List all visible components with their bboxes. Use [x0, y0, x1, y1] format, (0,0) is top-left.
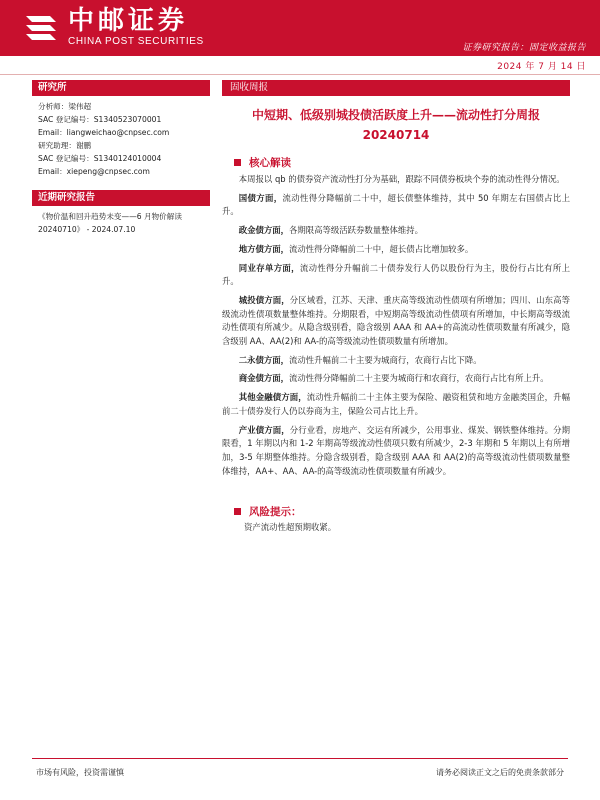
- header-banner: [0, 0, 600, 56]
- bullet-square-icon: [234, 159, 241, 166]
- footer-disclaimer-left: 市场有风险，投资需谨慎: [36, 768, 124, 777]
- summary-paragraph: 政金债方面，各期限高等级活跃券数量整体维持。: [238, 225, 424, 236]
- report-tag: 固收周报: [222, 80, 570, 96]
- risk-text: 资产流动性超预期收紧。: [244, 522, 337, 533]
- summary-paragraph: 城投债方面，分区域看，江苏、天津、重庆高等级流动性债项有所增加；四川、山东高等级流动性债项数量整体维持。分期限看，中短期高等级流动性债项有所增加，中长期高等级流动性债项有所减少。从隐含级别看，隐含级别 AAA 和 AA+的高流动性债项数量有所减少，隐含级别 AA、AA(2)和 AA-的高等级流动性债项数量有所增加。: [222, 294, 571, 347]
- main-content: [222, 80, 570, 535]
- summary-paragraph: 地方债方面，流动性得分降幅前二十中，超长债占比增加较多。: [238, 243, 474, 254]
- report-title: 中短期、低级别城投债活跃度上升——流动性打分周报 20240714: [251, 108, 540, 142]
- analyst-sac: SAC 登记编号：S1340523070001: [38, 115, 162, 124]
- summary-paragraph: 商金债方面，流动性得分降幅前二十主要为城商行和农商行，农商行占比有所上升。: [238, 373, 549, 384]
- analyst-info: [32, 96, 210, 184]
- brand-name-en: CHINA POST SECURITIES: [68, 36, 204, 47]
- brand-name-cn: 中邮证券: [68, 6, 189, 36]
- research-heading: 研究所: [32, 80, 210, 96]
- assistant-name: 研究助理：谢鹏: [38, 141, 92, 150]
- assistant-sac: SAC 登记编号：S1340124010004: [38, 154, 162, 163]
- footer: [32, 758, 568, 777]
- summary-paragraph: 产业债方面，分行业看，房地产、交运有所减少，公用事业、煤炭、钢铁整体维持。分期限看，1 年期以内和 1-2 年期高等级流动性债项只数有所减少，2-3 年期和 5 年期以上有所增加，3-5 年期整体维持。分隐含级别看，隐含级别 AAA 和 AA(2)的高等级流动性债项数量整体维持，AA+、AA、AA-的高等级流动性债项数量有所减少。: [222, 424, 571, 476]
- china-post-logo-icon: [20, 6, 62, 48]
- report-type: 证券研究报告：固定收益报告: [462, 43, 586, 53]
- summary-paragraph: 同业存单方面，流动性得分升幅前二十债券发行人仍以股份行为主，股份行占比有所上升。: [222, 262, 571, 287]
- summary-paragraph: 本周报以 qb 的债券资产流动性打分为基础，跟踪不同债券板块个券的流动性得分情况。: [238, 174, 565, 184]
- report-date: 2024 年 7 月 14 日: [497, 62, 586, 72]
- summary-heading: [222, 155, 570, 170]
- summary-paragraph: 二永债方面，流动性升幅前二十主要为城商行，农商行占比下降。: [238, 354, 482, 365]
- summary-heading-text: 核心解读: [249, 157, 291, 169]
- summary-paragraph: 国债方面，流动性得分降幅前二十中，超长债整体维持，其中 50 年期左右国债占比上升。: [222, 192, 570, 217]
- risk-heading-text: 风险提示：: [249, 506, 302, 519]
- assistant-email[interactable]: Email：xiepeng@cnpsec.com: [38, 167, 150, 176]
- brand-logo: [20, 6, 204, 48]
- risk-heading: [222, 504, 570, 519]
- summary-paragraph: 其他金融债方面，流动性升幅前二十主体主要为保险、融资租赁和地方金融类国企，升幅前二十债券发行人仍以券商为主，保险公司占比上升。: [222, 392, 571, 416]
- date-bar: [0, 56, 600, 75]
- summary-body: [222, 173, 570, 478]
- recent-report-link[interactable]: 《物价温和回升趋势未变——6 月物价解读 20240710》 - 2024.07.10: [38, 212, 182, 234]
- sidebar: [32, 80, 210, 240]
- analyst-name: 分析师：梁伟超: [38, 102, 92, 111]
- footer-disclaimer-right: 请务必阅读正文之后的免责条款部分: [436, 768, 564, 777]
- analyst-email[interactable]: Email：liangweichao@cnpsec.com: [38, 128, 170, 137]
- bullet-square-icon: [234, 508, 241, 515]
- recent-reports-heading: 近期研究报告: [32, 190, 210, 206]
